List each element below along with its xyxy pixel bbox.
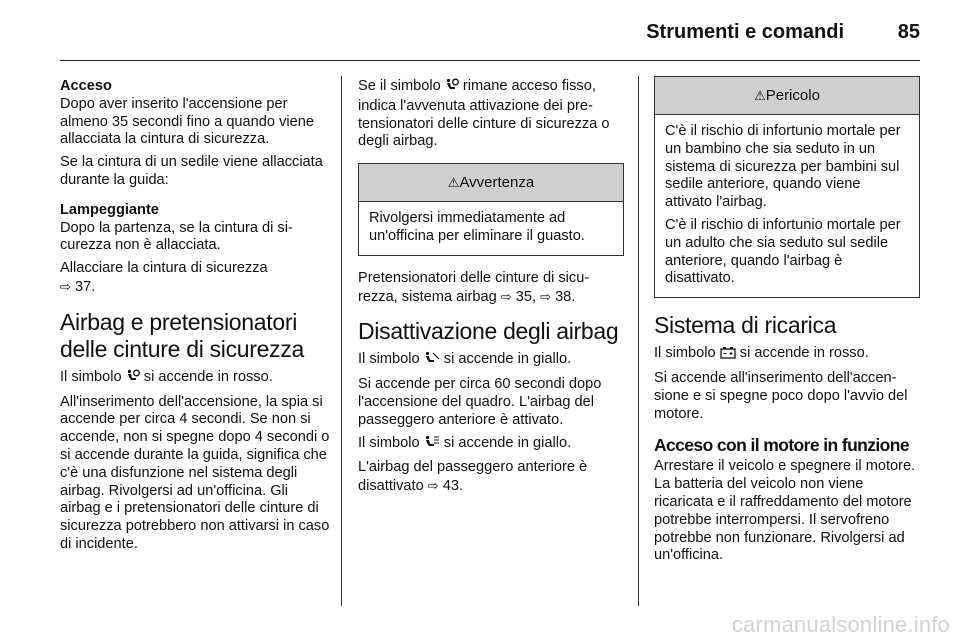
section-heading-engine-running: Acceso con il motore in funzione — [654, 435, 909, 456]
column-divider-2 — [638, 76, 639, 606]
warning-box-body — [359, 202, 623, 255]
section-heading-deactivation: Disattivazione degli airbag — [358, 318, 619, 345]
danger-box — [654, 76, 920, 298]
paragraph: All'inserimento dell'accensione, la spia si accende per circa 4 secondi. Se non si accende, non si spegne dopo 4 secondi o si accende durante la guida, significa che c'è una disfunzione nel sistema degli airbag. Rivolgersi ad un'officina. Gli airbag e i pretensionatori delle cinture di sicurezza potrebbero non attivarsi in caso di incidente. — [60, 393, 330, 552]
page-reference-arrow-icon: ⇨ — [60, 278, 71, 294]
paragraph-text: si accende in rosso. — [739, 345, 869, 362]
page-reference-arrow-icon: ⇨ — [540, 288, 551, 304]
page-number: 85 — [897, 21, 920, 43]
paragraph-text: Allacciare la cintura di sicurezza — [60, 260, 268, 277]
section-title-acceso: Acceso — [60, 78, 112, 94]
danger-box-title: Pericolo — [765, 87, 820, 104]
paragraph-text: Il simbolo — [358, 351, 420, 368]
paragraph-text: rimane acceso fisso, indica l'avvenuta attivazione dei pretensionatori delle cinture di sicurezza o degli airbag. — [358, 78, 610, 150]
paragraph: Si accende all'inserimento dell'accensione e si spegne poco dopo l'avvio del motore. — [654, 369, 908, 422]
page-reference: 43. — [442, 478, 464, 495]
warning-box-title: Avvertenza — [459, 174, 535, 192]
paragraph — [358, 78, 624, 151]
paragraph — [358, 270, 624, 307]
battery-icon — [720, 346, 736, 365]
paragraph — [60, 369, 330, 389]
column-divider-1 — [341, 76, 342, 606]
section-heading-airbag: Airbag e pretensionatori delle cinture di sicurezza — [60, 308, 305, 362]
page-header — [0, 0, 960, 60]
paragraph: Rivolgersi immediatamente ad un'officina per eliminare il guasto. — [369, 210, 585, 244]
paragraph: Si accende per circa 60 secondi dopo l'accensione del quadro. L'airbag del passeggero anteriore è attivato. — [358, 376, 602, 428]
section-heading-charging: Sistema di ricarica — [654, 312, 837, 339]
warning-triangle-icon: ⚠ — [754, 88, 766, 103]
page-reference: 38. — [555, 288, 576, 305]
page-reference: 37. — [74, 278, 96, 295]
page-reference-arrow-icon: ⇨ — [427, 478, 439, 494]
paragraph-text: Il simbolo — [358, 434, 420, 451]
paragraph: Arrestare il veicolo e spegnere il motore. La batteria del veicolo non viene ricaricata e il raffreddamento del motore potrebbe interrompersi. Il servofreno potrebbe non funzionare. Rivolgersi ad un'officina. — [654, 458, 916, 564]
paragraph — [60, 260, 330, 297]
airbag-off-icon — [424, 351, 440, 371]
paragraph-text: Se il simbolo — [358, 78, 441, 94]
paragraph: Dopo aver inserito l'accensione per almeno 35 secondi fino a quando viene allacciata la cintura di sicurezza. — [60, 95, 314, 148]
page-reference-arrow-icon: ⇨ — [500, 288, 512, 304]
warning-triangle-icon: ⚠ — [447, 175, 460, 191]
watermark: carmanualsonline.info — [731, 612, 950, 637]
danger-box-header — [655, 77, 919, 115]
paragraph — [654, 345, 920, 365]
column-1 — [60, 78, 330, 559]
paragraph — [358, 435, 624, 455]
airbag-on-icon — [424, 435, 440, 455]
paragraph-text: si accende in giallo. — [443, 434, 572, 451]
paragraph-text: Il simbolo — [60, 368, 122, 385]
page-title: Strumenti e comandi — [646, 21, 844, 43]
warning-box — [358, 163, 624, 256]
paragraph-text: si accende in rosso. — [143, 368, 273, 385]
paragraph: C'è il rischio di infortunio mortale per un adulto che sia seduto sul sedile anteriore, quando l'airbag è disattivato. — [665, 216, 901, 287]
warning-box-header — [359, 164, 623, 202]
paragraph — [358, 459, 624, 496]
paragraph-text: si accende in giallo. — [443, 351, 572, 368]
paragraph-text: Il simbolo — [654, 345, 716, 362]
section-title-lampeggiante: Lampeggiante — [60, 201, 159, 218]
danger-box-body — [655, 115, 919, 297]
paragraph: Se la cintura di un sedile viene allacciata durante la guida: — [60, 154, 323, 188]
paragraph-text: Pretensionatori delle cinture di sicurezza, sistema airbag — [358, 269, 590, 305]
column-3 — [654, 76, 920, 570]
airbag-warning-icon — [445, 78, 459, 98]
column-2 — [358, 78, 624, 501]
airbag-warning-icon — [126, 369, 140, 389]
paragraph-text: L'airbag del passeggero anteriore è disattivato — [358, 459, 588, 495]
paragraph: C'è il rischio di infortunio mortale per un bambino che sia seduto in un sistema di sicurezza per bambini sul sedile anteriore, quando viene attivato l'airbag. — [665, 123, 901, 211]
page-reference: 35, — [515, 288, 537, 305]
paragraph — [358, 351, 624, 371]
paragraph: Dopo la partenza, se la cintura di sicurezza non è allacciata. — [60, 219, 293, 254]
header-divider — [60, 60, 920, 61]
